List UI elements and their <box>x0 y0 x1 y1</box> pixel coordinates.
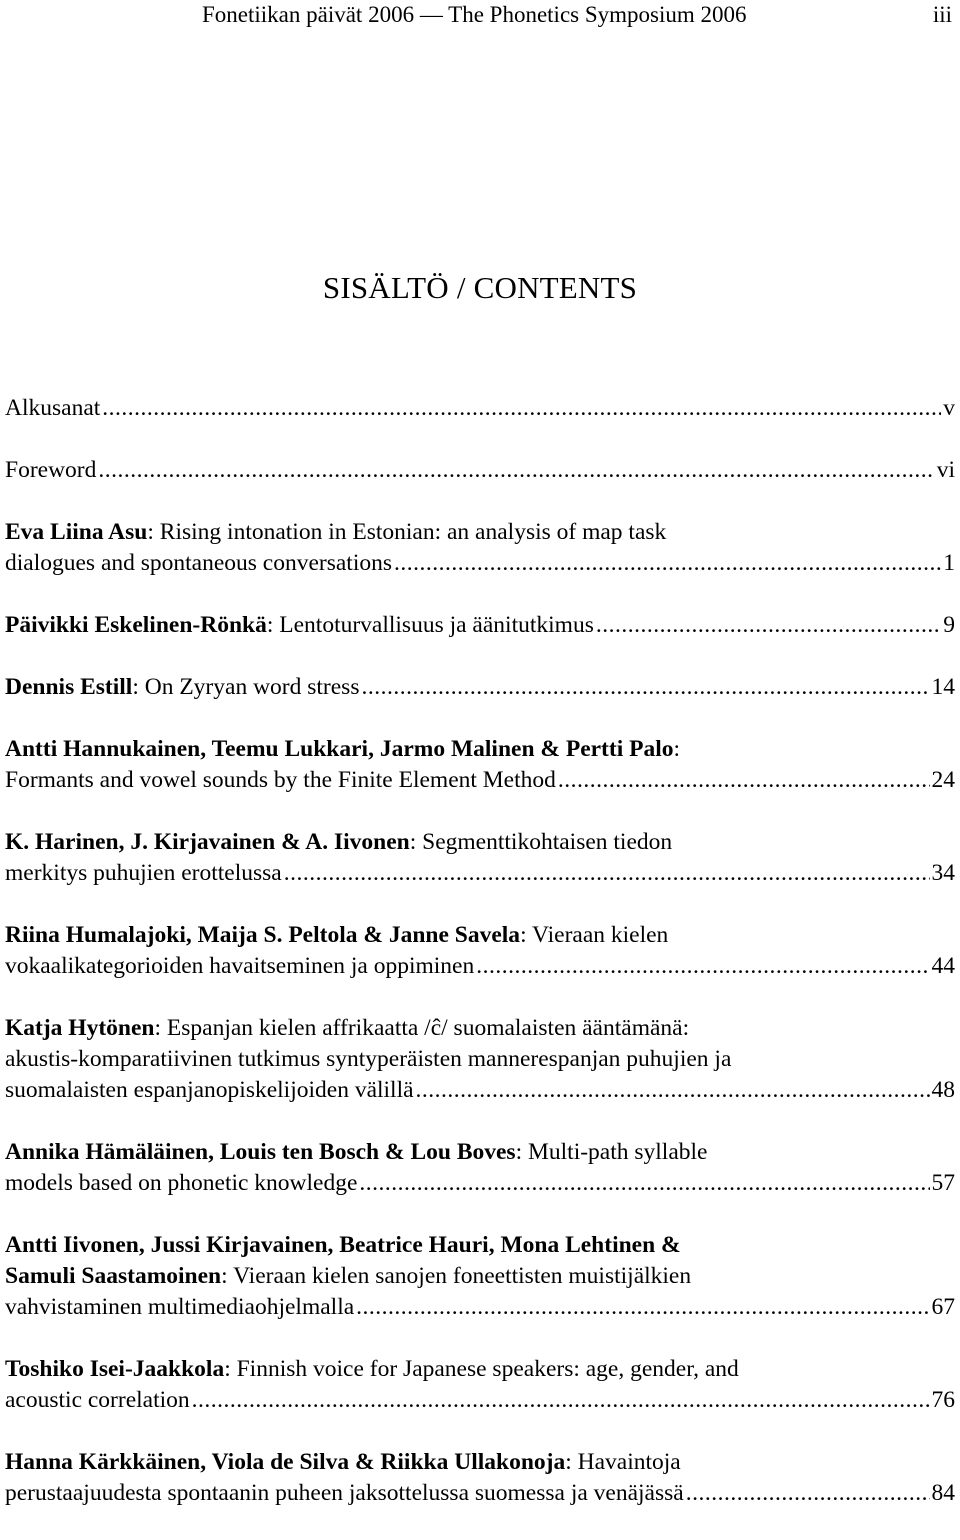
toc-title-text: Espanjan kielen affrikaatta /ĉ/ suomalaisten ääntämänä: <box>166 1015 690 1041</box>
toc-page-number: 34 <box>931 860 955 886</box>
toc-page-number: 84 <box>931 1480 955 1506</box>
toc-authors: Antti Iivonen, Jussi Kirjavainen, Beatrice Hauri, Mona Lehtinen & <box>5 1232 681 1258</box>
toc-title-text: Multi-path syllable <box>527 1139 708 1165</box>
toc-entry-first-line <box>5 920 955 951</box>
toc-entry[interactable] <box>5 1230 955 1323</box>
toc-title-text: Segmenttikohtaisen tiedon <box>422 829 673 855</box>
toc-entry-last-line <box>5 765 955 796</box>
toc-authors: Hanna Kärkkäinen, Viola de Silva & Riikka Ullakonoja <box>5 1449 566 1475</box>
toc-authors: Katja Hytönen <box>5 1015 155 1041</box>
toc-page-number: 44 <box>931 953 955 979</box>
toc-page-number: 57 <box>931 1170 955 1196</box>
toc-entry-last-line <box>5 1385 955 1416</box>
toc-separator: : <box>147 519 160 545</box>
toc-title-text: Alkusanat <box>5 395 101 421</box>
toc-entry-first-line <box>5 1354 955 1385</box>
contents-heading-text: SISÄLTÖ / CONTENTS <box>322 270 638 305</box>
toc-entry-last-line <box>5 1292 955 1323</box>
toc-entry-first-line <box>5 517 955 548</box>
dot-leader <box>394 548 941 579</box>
toc-authors: K. Harinen, J. Kirjavainen & A. Iivonen <box>5 829 410 855</box>
toc-separator: : <box>520 922 533 948</box>
toc-separator: : <box>409 829 423 855</box>
toc-authors: Annika Hämäläinen, Louis ten Bosch & Lou Boves <box>5 1139 516 1165</box>
toc-title-text: Vieraan kielen sanojen foneettisten muistijälkien <box>233 1263 692 1289</box>
toc-entry-last-line <box>5 672 955 703</box>
toc-entry-middle-line: akustis-komparatiivinen tutkimus syntyperäisten mannerespanjan puhujien ja <box>5 1046 732 1072</box>
toc-page-number: 14 <box>931 674 955 700</box>
dot-leader <box>558 765 930 796</box>
toc-title-text <box>5 672 359 703</box>
toc-title-text: merkitys puhujien erottelussa <box>5 860 282 886</box>
running-head <box>0 0 960 30</box>
toc-page-number: 9 <box>943 612 955 638</box>
toc-entry-first-line <box>5 734 955 765</box>
toc-entry-first-line <box>5 827 955 858</box>
toc-title-end: Lentoturvallisuus ja äänitutkimus <box>279 612 594 638</box>
toc-authors: Antti Hannukainen, Teemu Lukkari, Jarmo Malinen & Pertti Palo <box>5 736 674 762</box>
toc-entry[interactable] <box>5 610 955 641</box>
toc-title-text: Rising intonation in Estonian: an analysis of map task <box>159 519 667 545</box>
toc-authors: Toshiko Isei-Jaakkola <box>5 1356 225 1382</box>
toc-entry-last-line <box>5 455 955 486</box>
toc-separator: : <box>224 1356 237 1382</box>
toc-entry-last-line <box>5 393 955 424</box>
toc-entry[interactable] <box>5 1354 955 1416</box>
toc-page-number: 48 <box>931 1077 955 1103</box>
toc-title-text: vahvistaminen multimediaohjelmalla <box>5 1294 355 1320</box>
toc-title-text: vokaalikategorioiden havaitseminen ja oppiminen <box>5 953 475 979</box>
toc-separator: : <box>221 1263 234 1289</box>
toc-authors: Samuli Saastamoinen <box>5 1263 222 1289</box>
dot-leader <box>102 393 941 424</box>
contents-heading <box>0 268 960 308</box>
toc-separator: : <box>154 1015 167 1041</box>
toc-title-text: suomalaisten espanjanopiskelijoiden välillä <box>5 1077 414 1103</box>
toc-title-text: Havaintoja <box>577 1449 681 1475</box>
toc-title-text <box>5 610 594 641</box>
toc-title-text: Finnish voice for Japanese speakers: age, gender, and <box>236 1356 739 1382</box>
toc-page-number: v <box>943 395 955 421</box>
dot-leader <box>192 1385 930 1416</box>
toc-authors: Päivikki Eskelinen-Rönkä <box>5 612 267 638</box>
toc-authors: Riina Humalajoki, Maija S. Peltola & Janne Savela <box>5 922 521 948</box>
toc-page-number: vi <box>936 457 955 483</box>
dot-leader <box>596 610 941 641</box>
toc-entry[interactable] <box>5 517 955 579</box>
toc-title-text: perustaajuudesta spontaanin puheen jaksottelussa suomessa ja venäjässä <box>5 1480 684 1506</box>
toc-separator: : <box>515 1139 528 1165</box>
toc-entry[interactable] <box>5 393 955 424</box>
dot-leader <box>284 858 930 889</box>
toc-page-number: 1 <box>943 550 955 576</box>
toc-title-text: Formants and vowel sounds by the Finite Element Method <box>5 767 556 793</box>
dot-leader <box>356 1292 929 1323</box>
toc-entry-first-line <box>5 1447 955 1478</box>
toc-page-number: 67 <box>931 1294 955 1320</box>
toc-separator: : <box>673 736 681 762</box>
toc-title-text: models based on phonetic knowledge <box>5 1170 358 1196</box>
toc-entry-last-line <box>5 548 955 579</box>
toc-entry-first-line <box>5 1013 955 1044</box>
toc-entry-last-line <box>5 610 955 641</box>
table-of-contents <box>5 393 955 1540</box>
toc-authors: Dennis Estill <box>5 674 133 700</box>
toc-separator: : <box>132 674 145 700</box>
toc-entry[interactable] <box>5 920 955 982</box>
toc-entry[interactable] <box>5 827 955 889</box>
dot-leader <box>361 672 929 703</box>
running-head-page-number: iii <box>932 2 952 27</box>
dot-leader <box>98 455 934 486</box>
toc-entry-last-line <box>5 951 955 982</box>
toc-title-end: On Zyryan word stress <box>144 674 360 700</box>
dot-leader <box>476 951 929 982</box>
toc-entry-last-line <box>5 1478 955 1509</box>
toc-title-text: Vieraan kielen <box>532 922 669 948</box>
toc-page-number: 76 <box>931 1387 955 1413</box>
dot-leader <box>416 1075 930 1106</box>
dot-leader <box>359 1168 929 1199</box>
toc-title-text: dialogues and spontaneous conversations <box>5 550 393 576</box>
toc-entry-last-line <box>5 1075 955 1106</box>
toc-entry[interactable] <box>5 1137 955 1199</box>
toc-title-text: acoustic correlation <box>5 1387 190 1413</box>
toc-entry-second-line <box>5 1261 955 1292</box>
toc-title-text: Foreword <box>5 457 97 483</box>
toc-entry[interactable] <box>5 455 955 486</box>
toc-entry-last-line <box>5 858 955 889</box>
running-head-title: Fonetiikan päivät 2006 — The Phonetics Symposium 2006 <box>202 2 747 27</box>
toc-entry-first-line <box>5 1230 955 1261</box>
toc-entry[interactable] <box>5 672 955 703</box>
toc-separator: : <box>565 1449 578 1475</box>
toc-entry-last-line <box>5 1168 955 1199</box>
toc-entry[interactable] <box>5 1013 955 1106</box>
toc-entry-first-line <box>5 1137 955 1168</box>
toc-separator: : <box>266 612 280 638</box>
toc-page-number: 24 <box>931 767 955 793</box>
toc-authors: Eva Liina Asu <box>5 519 148 545</box>
toc-entry[interactable] <box>5 1447 955 1509</box>
toc-entry[interactable] <box>5 734 955 796</box>
dot-leader <box>686 1478 930 1509</box>
